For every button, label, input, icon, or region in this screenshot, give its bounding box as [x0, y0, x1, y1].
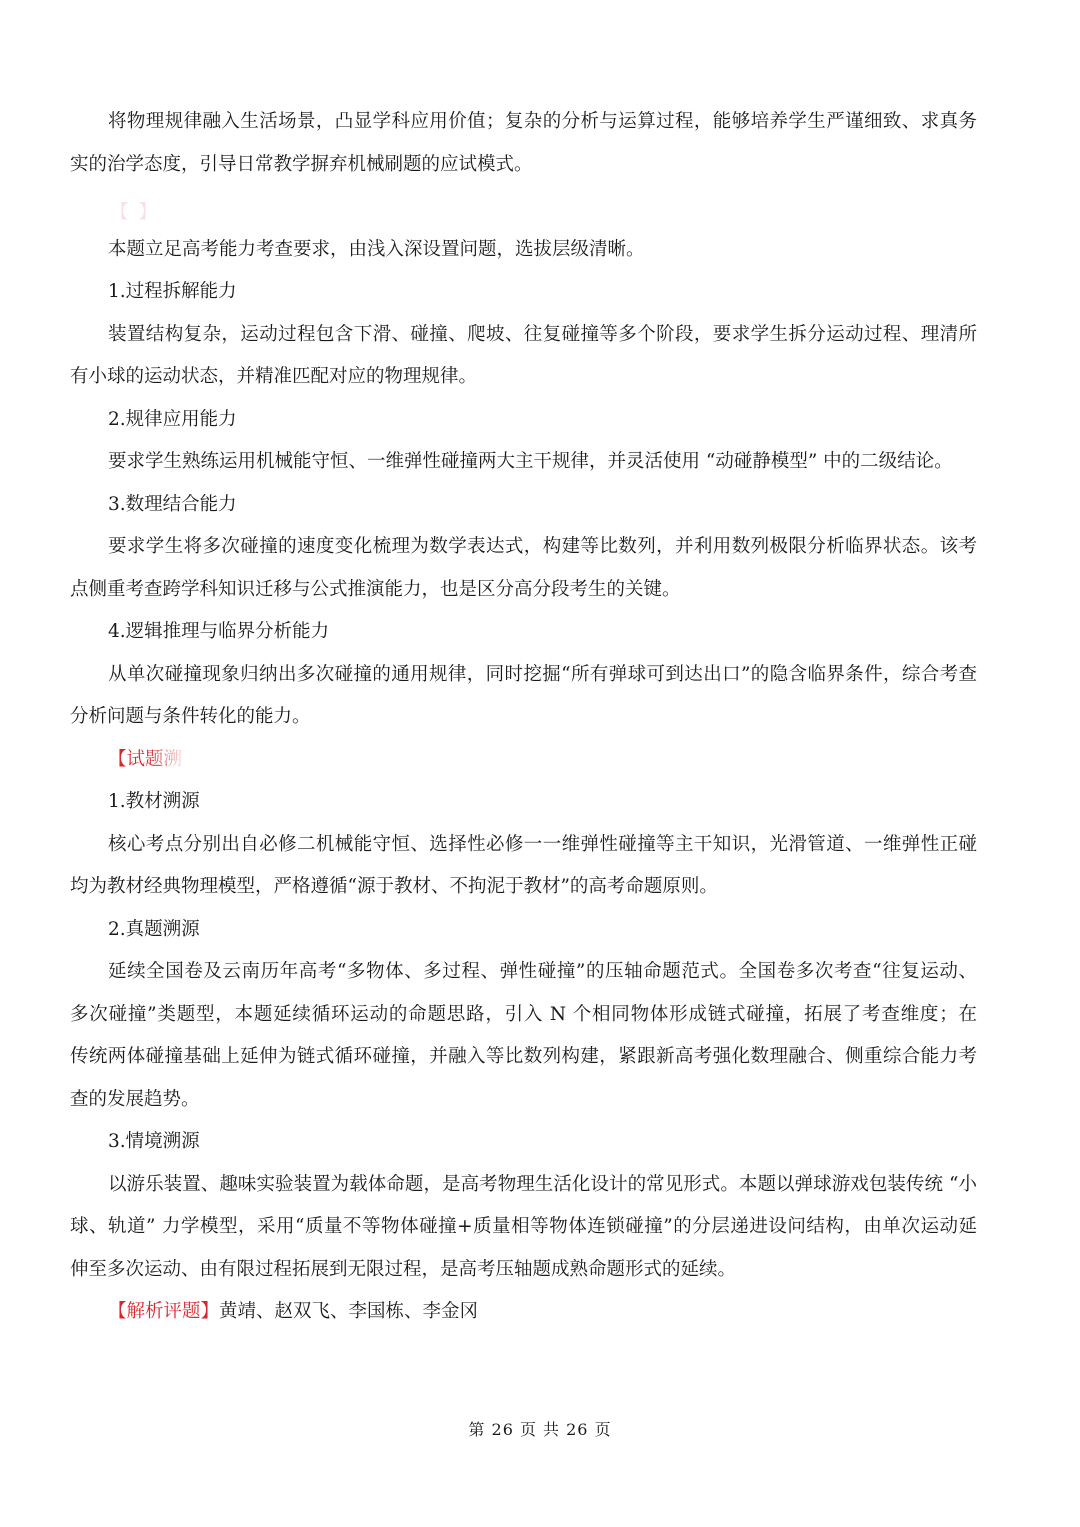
- paragraph-line: 查的发展趋势。: [70, 1088, 200, 1110]
- paragraph-line: 点侧重考查跨学科知识迁移与公式推演能力，也是区分高分段考生的关键。: [70, 578, 681, 600]
- section-heading-trace: 【试题溯: [108, 748, 183, 770]
- subheading: 2.规律应用能力: [108, 408, 237, 430]
- subheading: 2.真题溯源: [108, 918, 200, 940]
- paragraph-line: 核心考点分别出自必修二机械能守恒、选择性必修一一维弹性碰撞等主干知识，光滑管道、一维弹性正碰: [108, 833, 977, 855]
- subheading: 4.逻辑推理与临界分析能力: [108, 621, 330, 642]
- paragraph-line: 均为教材经典物理模型，严格遵循“源于教材、不拘泥于教材”的高考命题原则。: [70, 876, 718, 897]
- subheading: 3.数理结合能力: [108, 493, 237, 515]
- paragraph-line: 多次碰撞”类题型，本题延续循环运动的命题思路，引入 N 个相同物体形成链式碰撞，拓展了考查维度；在: [70, 1003, 977, 1025]
- paragraph-line: 球、轨道” 力学模型，采用“质量不等物体碰撞+质量相等物体连锁碰撞”的分层递进设问结构，由单次运动延: [70, 1216, 977, 1237]
- paragraph-line: 从单次碰撞现象归纳出多次碰撞的通用规律，同时挖掘“所有弹球可到达出口”的隐含临界条件，综合考查: [108, 663, 977, 685]
- paragraph-line: 要求学生将多次碰撞的速度变化梳理为数学表达式，构建等比数列，并利用数列极限分析临界状态。该考: [108, 536, 977, 557]
- paragraph-line: 装置结构复杂，运动过程包含下滑、碰撞、爬坡、往复碰撞等多个阶段，要求学生拆分运动过程、理清所: [108, 323, 977, 345]
- paragraph-line: 延续全国卷及云南历年高考“多物体、多过程、弹性碰撞”的压轴命题范式。全国卷多次考查“往复运动、: [108, 961, 977, 982]
- page-number-footer: 第 26 页 共 26 页: [468, 1420, 612, 1439]
- paragraph-line: 有小球的运动状态，并精准匹配对应的物理规律。: [70, 366, 478, 387]
- subheading: 1.过程拆解能力: [108, 281, 237, 302]
- paragraph-line: 分析问题与条件转化的能力。: [70, 706, 311, 727]
- review-label: 【解析评题】: [108, 1301, 220, 1322]
- review-line: [70, 1291, 977, 1334]
- paragraph-line: 伸至多次运动、由有限过程拓展到无限过程，是高考压轴题成熟命题形式的延续。: [70, 1258, 737, 1280]
- paragraph-line: 将物理规律融入生活场景，凸显学科应用价值；复杂的分析与运算过程，能够培养学生严谨细致、求真务: [108, 111, 977, 132]
- subheading: 3.情境溯源: [108, 1131, 200, 1152]
- paragraph-line: 本题立足高考能力考查要求，由浅入深设置问题，选拔层级清晰。: [108, 238, 645, 260]
- paragraph-line: 传统两体碰撞基础上延伸为链式循环碰撞，并融入等比数列构建，紧跟新高考强化数理融合、侧重综合能力考: [70, 1046, 977, 1067]
- document-body: [70, 101, 977, 1334]
- subheading: 1.教材溯源: [108, 791, 200, 812]
- paragraph-line: 要求学生熟练运用机械能守恒、一维弹性碰撞两大主干规律，并灵活使用 “动碰静模型” 中的二级结论。: [108, 451, 953, 472]
- paragraph-line: 以游乐装置、趣味实验装置为载体命题，是高考物理生活化设计的常见形式。本题以弹球游戏包装传统 “小: [108, 1173, 977, 1195]
- paragraph-line: 实的治学态度，引导日常教学摒弃机械刷题的应试模式。: [70, 153, 533, 175]
- faded-section-heading: 【 】: [110, 202, 159, 223]
- review-names: 黄靖、赵双飞、李国栋、李金冈: [219, 1301, 479, 1322]
